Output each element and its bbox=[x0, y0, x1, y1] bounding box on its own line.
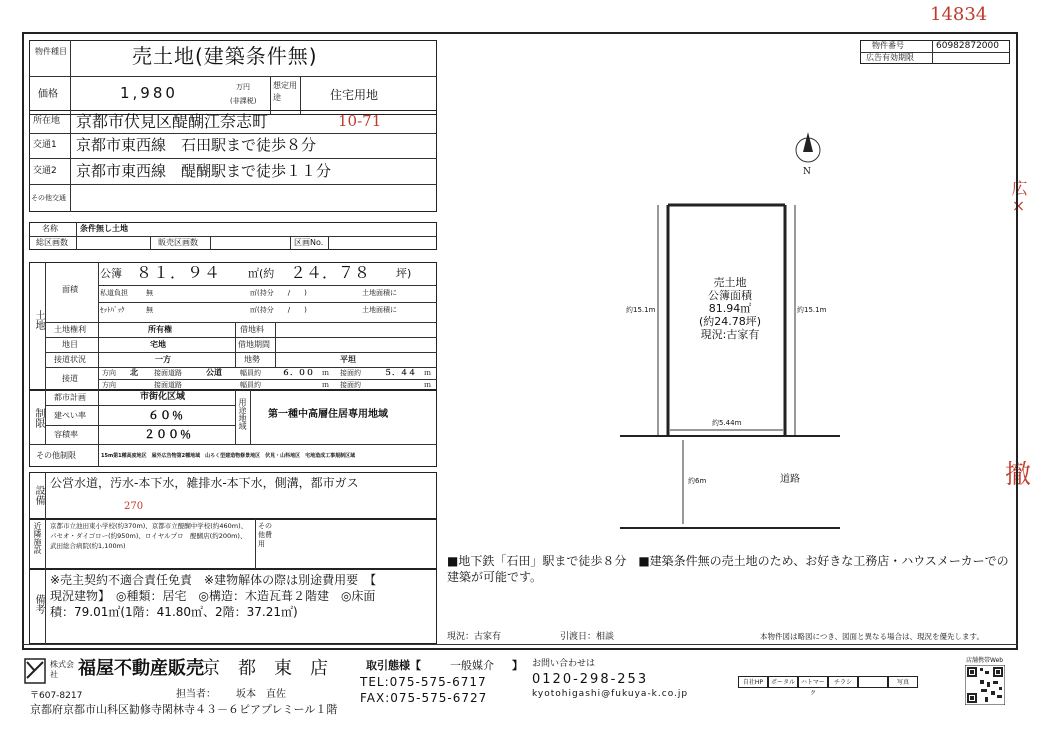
lot-line5: 現況:古家有 bbox=[700, 328, 760, 341]
disclaimer-text: 本物件図は略図につき、図面と異なる場合は、現況を優先します。 bbox=[760, 632, 984, 641]
road1-type: 公道 bbox=[206, 368, 222, 377]
area-total-label: 総区画数 bbox=[36, 238, 68, 247]
use-label: 想定用途 bbox=[273, 81, 297, 102]
type-label: 物件種目 bbox=[35, 47, 67, 56]
compass-n: N bbox=[803, 167, 811, 177]
freedial: 0120-298-253 bbox=[532, 672, 649, 687]
road-label: 道路 bbox=[780, 474, 800, 485]
site-map bbox=[440, 110, 1010, 550]
area-sale-label: 販売区画数 bbox=[158, 238, 198, 247]
rights-value: 所有権 bbox=[148, 325, 172, 334]
right-dim: 約15.1m bbox=[797, 306, 827, 314]
location-value: 京都市伏見区醍醐江奈志町 bbox=[76, 112, 269, 131]
lot-title: 売土地 bbox=[713, 276, 747, 289]
media-hp: 自社HP bbox=[738, 676, 768, 688]
city-plan-label: 都市計画 bbox=[54, 393, 86, 402]
lot-line3: 81.94㎡ bbox=[708, 302, 752, 315]
setback-label: ｾｯﾄﾊﾞｯｸ bbox=[100, 306, 125, 314]
media-photo: 写真 bbox=[888, 676, 918, 688]
contact-label: 接道状況 bbox=[54, 355, 86, 364]
m2-unit: ㎡(約 bbox=[248, 267, 275, 280]
restrictions-section-label: 制限 bbox=[33, 408, 44, 428]
media-hatomark: ハトマーク bbox=[798, 676, 828, 688]
transport1-label: 交通1 bbox=[33, 140, 57, 150]
price-label: 価格 bbox=[38, 89, 58, 100]
staff-label: 担当者： bbox=[176, 689, 216, 700]
handwritten-note: 広× bbox=[1009, 180, 1028, 215]
media-stamps bbox=[738, 676, 918, 697]
far-value: ２００％ bbox=[144, 428, 192, 441]
tel: TEL:075-575-6717 bbox=[360, 675, 487, 689]
delivery-status: 引渡日：相談 bbox=[560, 632, 615, 642]
lot-line4: (約24.78坪) bbox=[698, 315, 762, 328]
media-flyer: チラシ bbox=[828, 676, 858, 688]
location-label: 所在地 bbox=[33, 116, 61, 126]
road-width: 約6m bbox=[688, 477, 707, 485]
remarks-label: 備考 bbox=[33, 594, 44, 614]
road1-dir: 北 bbox=[130, 368, 138, 377]
handwritten-mark: 撤 bbox=[1005, 460, 1032, 490]
zone-value: 第一種中高層住居専用地域 bbox=[268, 409, 388, 420]
transport2-label: 交通2 bbox=[33, 166, 57, 176]
deal-label: 取引態様【 bbox=[366, 659, 421, 672]
handwritten-distance: 270 bbox=[124, 501, 144, 512]
zone-label: 用途地域 bbox=[238, 398, 247, 430]
left-dim: 約15.1m bbox=[626, 306, 656, 314]
lot-line2: 公簿面積 bbox=[708, 289, 752, 302]
contact-label: お問い合わせは bbox=[532, 659, 596, 669]
qr-code bbox=[965, 665, 1005, 705]
other-transport-label: その他交通 bbox=[31, 194, 66, 202]
staff-name: 坂本 直佐 bbox=[236, 689, 286, 700]
property-no-value: 60982872000 bbox=[936, 41, 999, 51]
terrain-value: 平坦 bbox=[340, 355, 356, 364]
area-m2: ８１．９４ bbox=[136, 263, 222, 282]
email: kyotohigashi@fukuya-k.co.jp bbox=[532, 689, 689, 699]
road1-front-unit: ｍ bbox=[424, 369, 431, 377]
kobo-label: 公簿 bbox=[100, 267, 122, 280]
media-blank bbox=[858, 676, 888, 688]
remarks-line1: ※売主契約不適合責任免責 ※建物解体の際は別途費用要 【 bbox=[50, 573, 377, 587]
area-tsubo: ２４．７８ bbox=[290, 263, 371, 282]
terrain-label: 地勢 bbox=[244, 355, 260, 364]
company-kabu: 株式会社 bbox=[50, 660, 74, 679]
rights-label: 土地権利 bbox=[54, 325, 86, 334]
transport2-value: 京都市東西線 醍醐駅まで徒歩１１分 bbox=[76, 162, 332, 180]
property-no-label: 物件番号 bbox=[872, 41, 904, 50]
deal-close: 】 bbox=[512, 659, 523, 672]
current-status: 現況：古家有 bbox=[447, 632, 502, 642]
lease-period-label: 借地期間 bbox=[238, 340, 270, 349]
branch-name: 京 都 東 店 bbox=[202, 658, 328, 679]
setback-share: ㎡(持分 / ) bbox=[250, 306, 307, 314]
tsubo-unit: 坪) bbox=[396, 267, 412, 280]
facilities-label: 設備 bbox=[33, 485, 44, 505]
name-value: 条件無し土地 bbox=[80, 224, 128, 233]
company-logo bbox=[24, 658, 46, 684]
other-restrict-label: その他制限 bbox=[36, 451, 76, 460]
land-box bbox=[29, 262, 437, 390]
road1-front-label: 接面約 bbox=[340, 369, 361, 377]
private-road-included: 土地面積に bbox=[362, 289, 397, 297]
address: 京都府京都市山科区勧修寺閑林寺４３－６ピアプレミール１階 bbox=[30, 703, 338, 716]
road2-front-unit: ｍ bbox=[424, 381, 431, 389]
name-label: 名称 bbox=[42, 224, 58, 233]
menseki-label: 面積 bbox=[62, 285, 78, 294]
road2-width-label: 幅員約 bbox=[240, 381, 261, 389]
coverage-label: 建ぺい率 bbox=[54, 411, 86, 420]
road1-front: ５．４４ bbox=[384, 368, 416, 377]
transport1-value: 京都市東西線 石田駅まで徒歩８分 bbox=[76, 136, 317, 154]
expiry-label: 広告有効期限 bbox=[866, 53, 914, 62]
coverage-value: ６０％ bbox=[148, 409, 184, 422]
highlights: ■地下鉄「石田」駅まで徒歩８分 ■建築条件無の売土地のため、お好きな工務店・ハウスメーカーでの建築が可能です。 bbox=[447, 554, 1009, 584]
fax: FAX:075-575-6727 bbox=[360, 691, 488, 705]
nearby-value: 京都市立池田東小学校(約370m)、京都市立醍醐中学校(約460m)、パセオ・ダイゴロー(約950m)、ロイヤルプロ 醍醐店(約200m)、武田総合病院(約1,100m) bbox=[50, 522, 248, 550]
remarks-line2: 現況建物】 ◎種類：居宅 ◎構造：木造瓦葺２階建 ◎床面 bbox=[50, 589, 376, 603]
road2-unit: ｍ bbox=[322, 381, 329, 389]
facilities-value: 公営水道，汚水-本下水，雑排水-本下水，側溝，都市ガス bbox=[50, 476, 359, 490]
leased-label: 借地料 bbox=[240, 325, 264, 334]
nearby-label: 近隣施設 bbox=[33, 522, 42, 554]
company-name: 福屋不動産販売 bbox=[78, 658, 204, 679]
private-road-value: 無 bbox=[146, 289, 153, 297]
media-portal: ポータル bbox=[768, 676, 798, 688]
road-label: 接道 bbox=[62, 374, 78, 383]
postal: 〒607-8217 bbox=[30, 691, 83, 701]
chimoku-label: 地目 bbox=[62, 340, 78, 349]
road1-dir-label: 方向 bbox=[102, 369, 116, 377]
price-value: 1,980 bbox=[120, 84, 178, 102]
road2-dir-label: 方向 bbox=[102, 381, 116, 389]
chimoku-value: 宅地 bbox=[150, 340, 166, 349]
use-value: 住宅用地 bbox=[330, 88, 379, 102]
road1-width-label: 幅員約 bbox=[240, 369, 261, 377]
road1-type-label: 接面道路 bbox=[154, 369, 182, 377]
handwritten-address-number: 10-71 bbox=[338, 112, 382, 130]
land-section-label: 土地 bbox=[33, 310, 44, 330]
road1-width: ６．００ bbox=[282, 368, 314, 377]
far-label: 容積率 bbox=[54, 430, 78, 439]
city-plan-value: 市街化区域 bbox=[140, 392, 186, 402]
handwritten-number: 14834 bbox=[930, 4, 988, 25]
price-unit: 万円 bbox=[236, 83, 250, 91]
road1-unit: ｍ bbox=[322, 369, 329, 377]
bottom-dim: 約5.44m bbox=[712, 419, 742, 427]
private-road-share: ㎡(持分 / ) bbox=[250, 289, 307, 297]
road2-type-label: 接面道路 bbox=[154, 381, 182, 389]
tax-note: (非課税) bbox=[230, 97, 257, 105]
setback-value: 無 bbox=[146, 306, 153, 314]
qr-label: 店舗携帯Web bbox=[966, 657, 1004, 664]
lot-label bbox=[680, 276, 780, 341]
private-road-label: 私道負担 bbox=[100, 289, 128, 297]
road2-front-label: 接面約 bbox=[340, 381, 361, 389]
contact-value: 一方 bbox=[155, 355, 171, 364]
area-no-label: 区画No. bbox=[294, 238, 324, 247]
page-title: 売土地(建築条件無) bbox=[132, 44, 318, 68]
remarks-line3: 積：79.01㎡(1階：41.80㎡、2階：37.21㎡) bbox=[50, 605, 298, 619]
other-restrict-value: 15m第1種高度地区 屋外広告物第2種地域 山ろく型建造物修景地区 伏見・山科地区 宅地造成工事規制区域 bbox=[101, 453, 356, 459]
setback-included: 土地面積に bbox=[362, 306, 397, 314]
deal-value: 一般媒介 bbox=[450, 659, 494, 672]
other-cost-label: その他費用 bbox=[258, 522, 272, 548]
